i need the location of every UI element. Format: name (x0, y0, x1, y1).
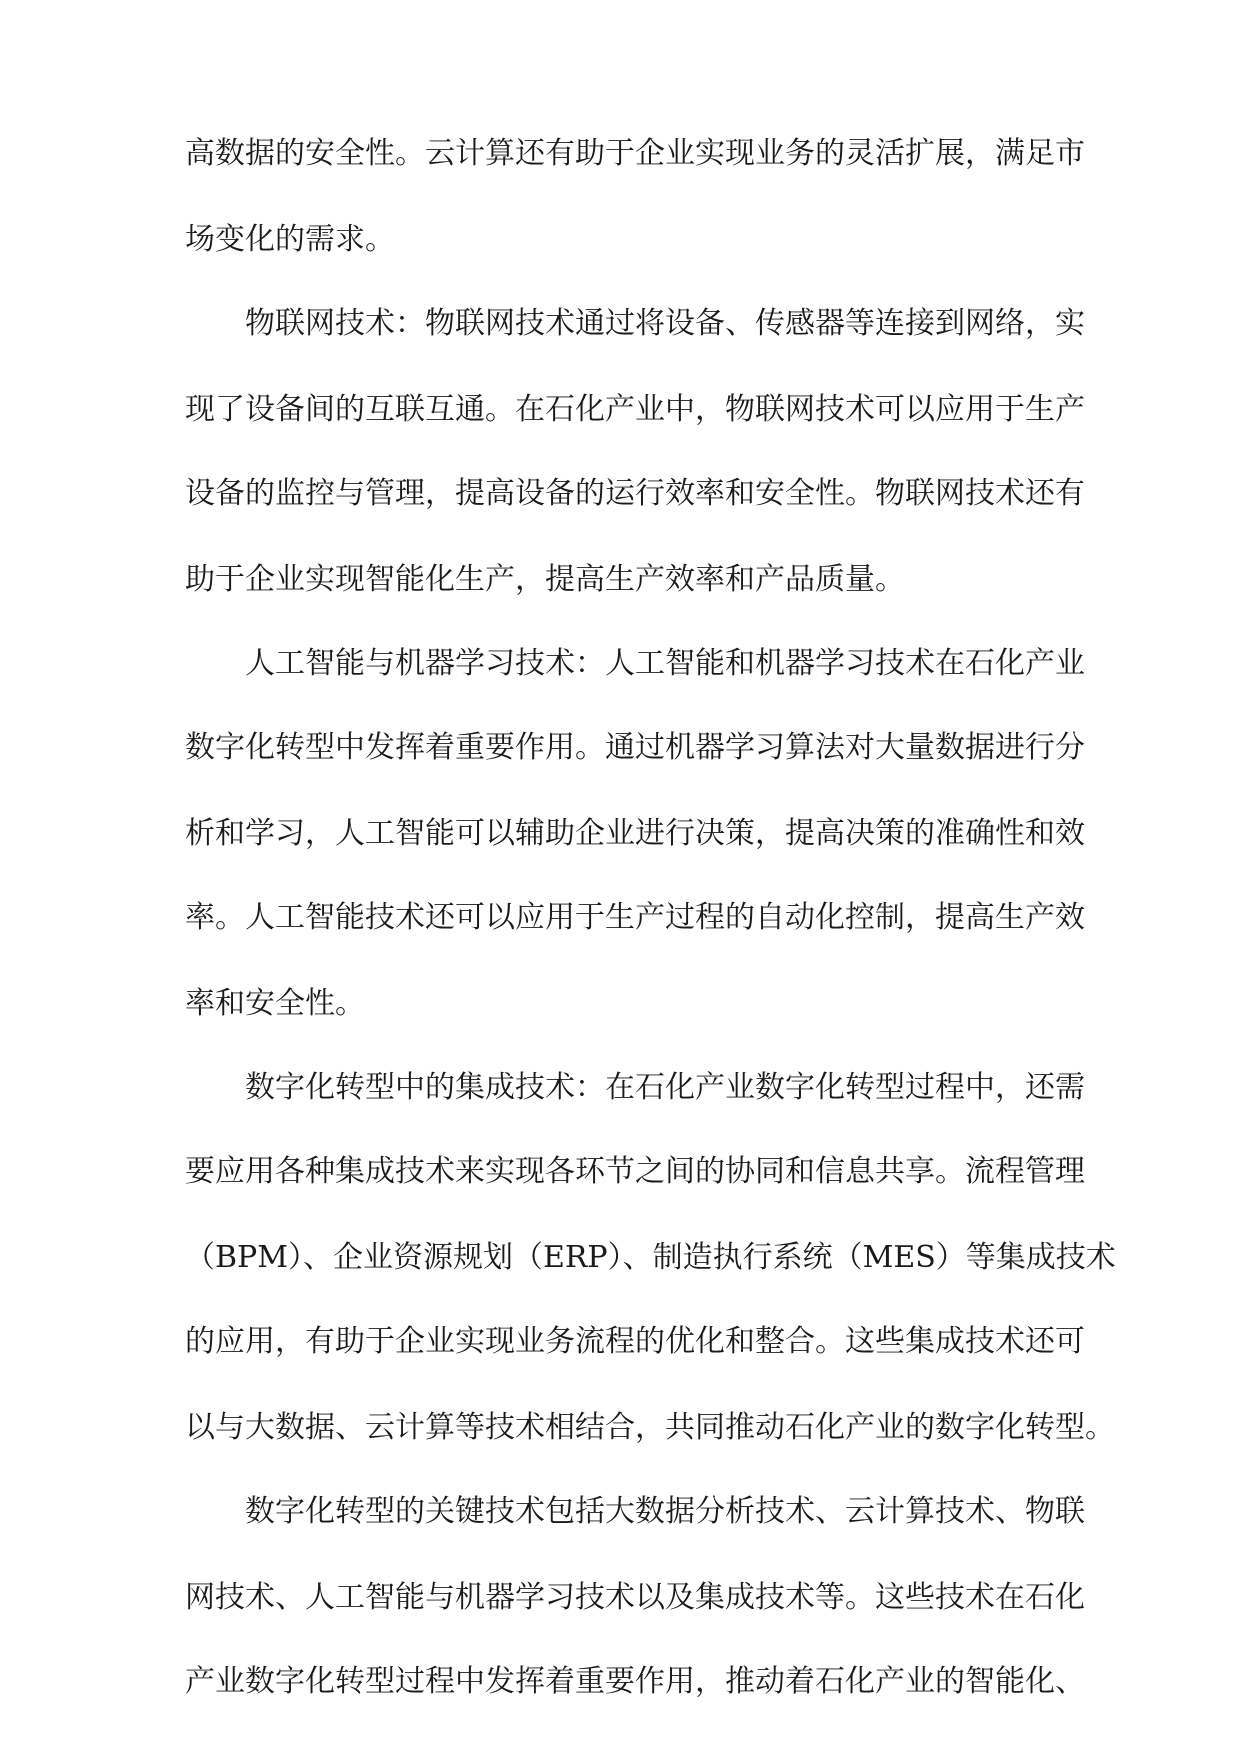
text-line: 的应用，有助于企业实现业务流程的优化和整合。这些集成技术还可 (185, 1324, 1085, 1359)
text-line: 产业数字化转型过程中发挥着重要作用，推动着石化产业的智能化、 (185, 1664, 1085, 1699)
text-line: 数字化转型的关键技术包括大数据分析技术、云计算技术、物联 (245, 1494, 1085, 1529)
text-line: 率。人工智能技术还可以应用于生产过程的自动化控制，提高生产效 (185, 900, 1085, 935)
text-line: 设备的监控与管理，提高设备的运行效率和安全性。物联网技术还有 (185, 476, 1085, 511)
text-line: 场变化的需求。 (185, 222, 395, 257)
text-line: 助于企业实现智能化生产，提高生产效率和产品质量。 (185, 562, 905, 597)
text-line: 析和学习，人工智能可以辅助企业进行决策，提高决策的准确性和效 (185, 816, 1085, 851)
text-line: （BPM）、企业资源规划（ERP）、制造执行系统（MES）等集成技术 (185, 1240, 1116, 1275)
text-line: 现了设备间的互联互通。在石化产业中，物联网技术可以应用于生产 (185, 392, 1085, 427)
text-line: 要应用各种集成技术来实现各环节之间的协同和信息共享。流程管理 (185, 1154, 1085, 1189)
text-line: 网技术、人工智能与机器学习技术以及集成技术等。这些技术在石化 (185, 1580, 1085, 1615)
text-line: 物联网技术：物联网技术通过将设备、传感器等连接到网络，实 (245, 306, 1085, 341)
text-line: 率和安全性。 (185, 986, 365, 1021)
text-line: 数字化转型中发挥着重要作用。通过机器学习算法对大量数据进行分 (185, 730, 1085, 765)
text-line: 人工智能与机器学习技术：人工智能和机器学习技术在石化产业 (245, 646, 1085, 681)
text-line: 数字化转型中的集成技术：在石化产业数字化转型过程中，还需 (245, 1070, 1085, 1105)
text-line: 高数据的安全性。云计算还有助于企业实现业务的灵活扩展，满足市 (185, 136, 1085, 171)
text-line: 以与大数据、云计算等技术相结合，共同推动石化产业的数字化转型。 (185, 1410, 1115, 1445)
